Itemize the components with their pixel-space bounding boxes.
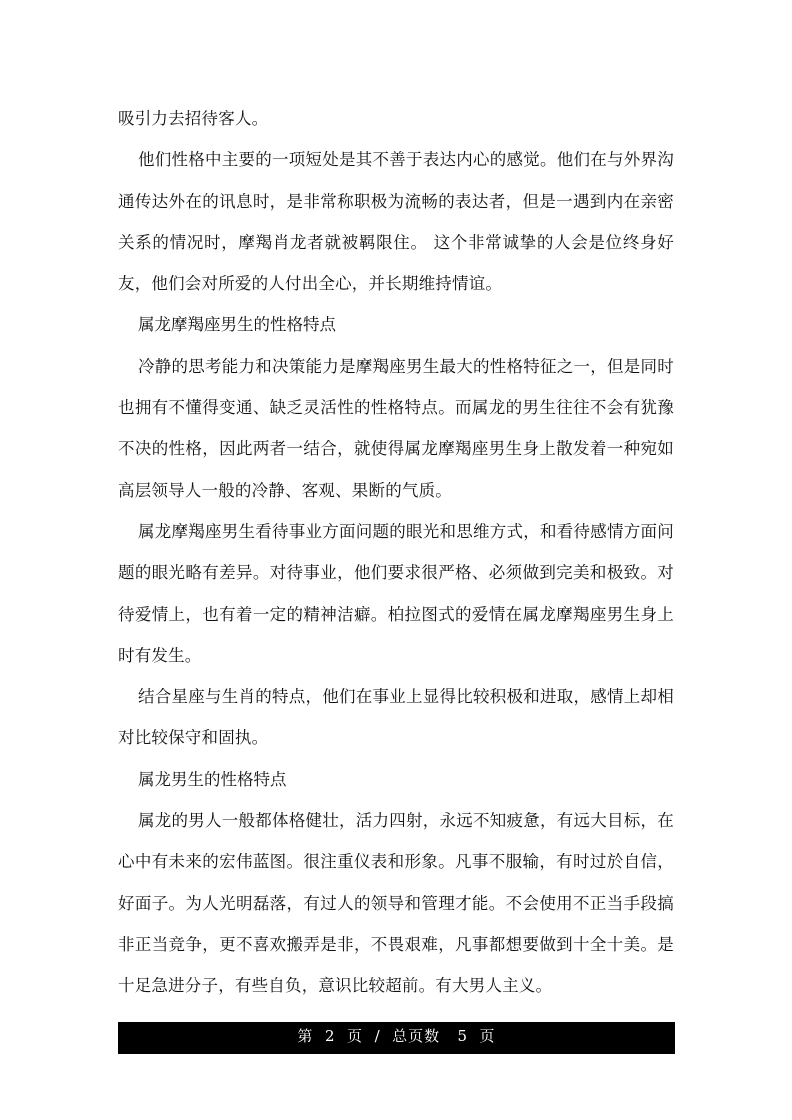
paragraph-3: 冷静的思考能力和决策能力是摩羯座男生最大的性格特征之一，但是同时也拥有不懂得变通、缺乏灵活性的性格特点。而属龙的男生往往不会有犹豫不决的性格，因此两者一结合，就使得属龙摩羯座男生身上散发着一种宛如高层领导人一般的冷静、客观、果断的气质。 [118,356,674,500]
document-body [118,98,674,1007]
section-heading-1: 属龙摩羯座男生的性格特点 [138,315,336,335]
paragraph-6: 属龙的男人一般都体格健壮，活力四射，永远不知疲惫，有远大目标，在心中有未来的宏伟蓝图。很注重仪表和形象。凡事不服输，有时过於自信，好面子。为人光明磊落，有过人的领导和管理才能。不会使用不正当手段搞非正当竞争，更不喜欢搬弄是非，不畏艰难，凡事都想要做到十全十美。是十足急进分子，有些自负，意识比较超前。有大男人主义。 [118,811,674,996]
paragraph-2: 他们性格中主要的一项短处是其不善于表达内心的感觉。他们在与外界沟通传达外在的讯息时，是非常称职极为流畅的表达者，但是一遇到内在亲密关系的情况时，摩羯肖龙者就被羁限住。 这个非常诚挚的人会是位终身好友，他们会对所爱的人付出全心，并长期维持情谊。 [118,150,674,294]
paragraph-5: 结合星座与生肖的特点，他们在事业上显得比较积极和进取，感情上却相对比较保守和固执。 [118,687,674,748]
paragraph-4: 属龙摩羯座男生看待事业方面问题的眼光和思维方式，和看待感情方面问题的眼光略有差异。对待事业，他们要求很严格、必须做到完美和极致。对待爱情上，也有着一定的精神洁癖。柏拉图式的爱情在属龙摩羯座男生身上时有发生。 [118,521,674,665]
page-number-label: 第 2 页 / 总页数 5 页 [297,1026,496,1045]
page-footer-bar [118,1022,675,1054]
section-heading-2: 属龙男生的性格特点 [138,769,287,789]
paragraph-1: 吸引力去招待客人。 [118,109,269,128]
